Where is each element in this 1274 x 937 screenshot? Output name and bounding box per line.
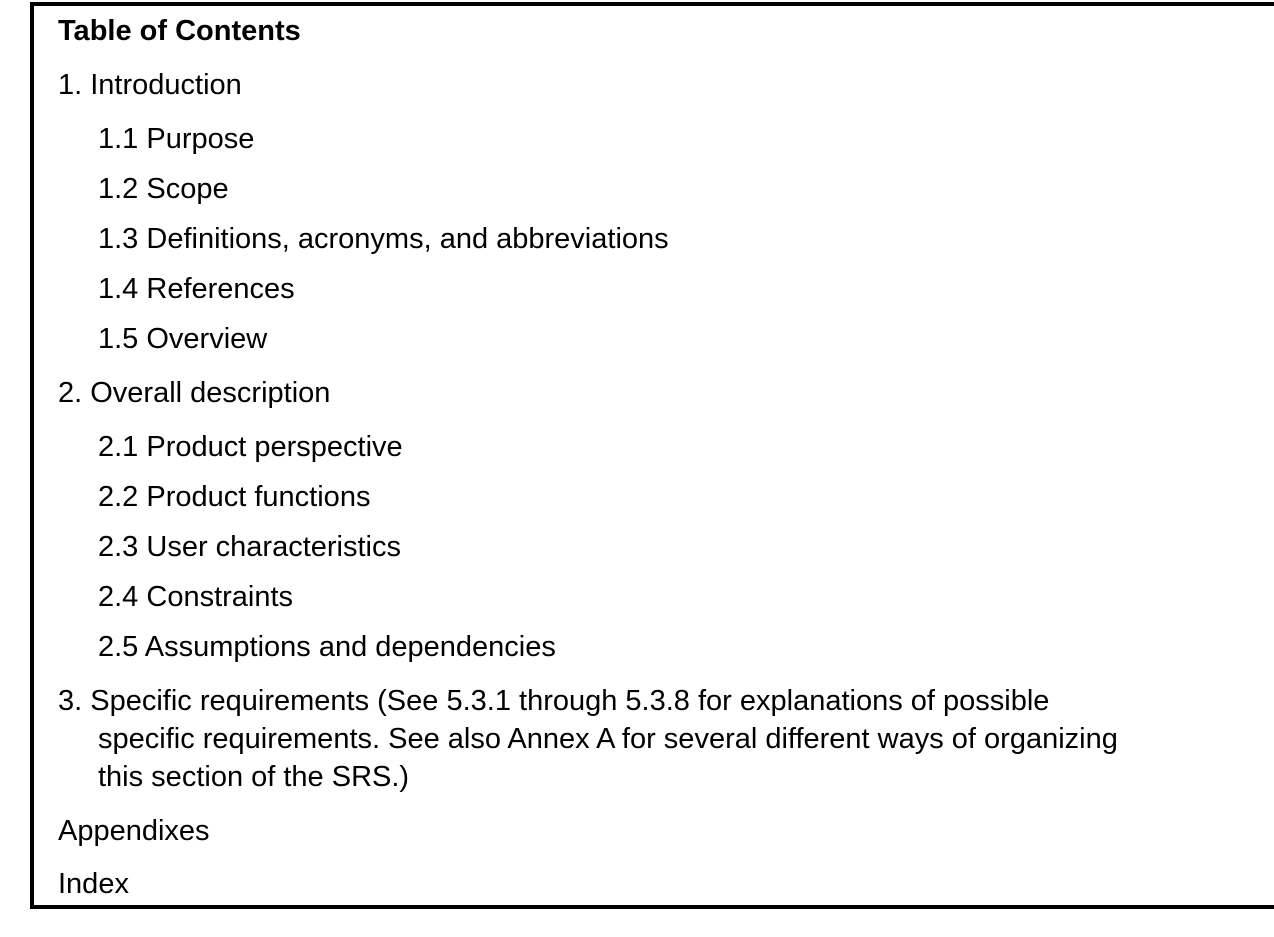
toc-item-product-functions: 2.2 Product functions [98, 481, 371, 513]
toc-item-assumptions: 2.5 Assumptions and dependencies [98, 631, 556, 663]
toc-item-overall-description: 2. Overall description [58, 377, 331, 409]
toc-item-introduction: 1. Introduction [58, 69, 242, 101]
toc-item-line: this section of the SRS.) [98, 761, 410, 793]
toc-title: Table of Contents [58, 15, 301, 47]
toc-item-product-perspective: 2.1 Product perspective [98, 431, 403, 463]
table-of-contents-box [30, 2, 1274, 909]
toc-item-specific-requirements [58, 682, 1274, 796]
toc-item-definitions: 1.3 Definitions, acronyms, and abbreviations [98, 223, 669, 255]
toc-item-purpose: 1.1 Purpose [98, 123, 255, 155]
toc-item-user-characteristics: 2.3 User characteristics [98, 531, 401, 563]
toc-item-overview: 1.5 Overview [98, 323, 268, 355]
toc-item-scope: 1.2 Scope [98, 173, 229, 205]
toc-item-constraints: 2.4 Constraints [98, 581, 294, 613]
toc-item-appendixes: Appendixes [58, 815, 210, 847]
toc-item-line: 3. Specific requirements (See 5.3.1 through 5.3.8 for explanations of possible [58, 685, 1050, 717]
toc-item-line: specific requirements. See also Annex A for several different ways of organizing [98, 723, 1118, 755]
toc-item-index: Index [58, 868, 129, 900]
toc-item-references: 1.4 References [98, 273, 295, 305]
